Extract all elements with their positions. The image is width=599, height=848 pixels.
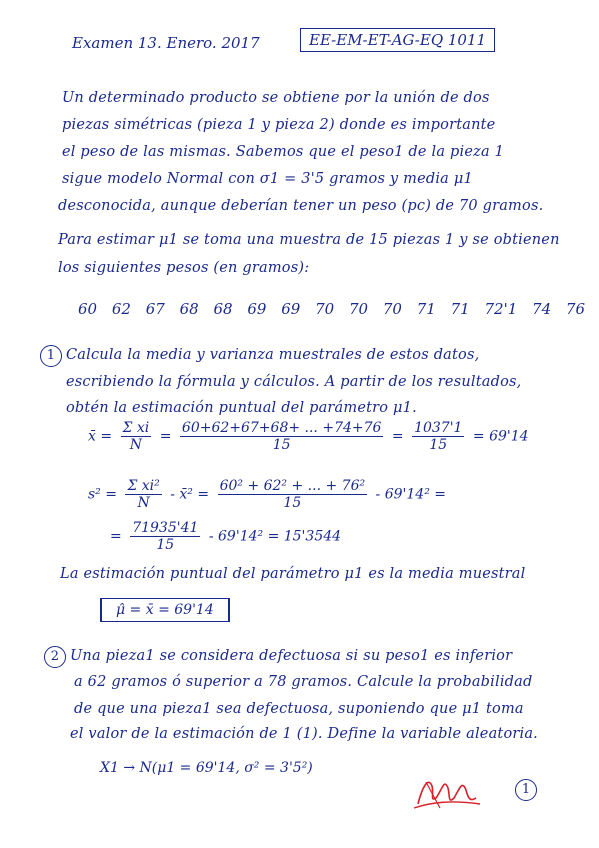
sample-value: 71 xyxy=(416,300,436,318)
random-variable-distribution: X1 → N(μ1 = 69'14, σ² = 3'5²) xyxy=(100,760,313,776)
question-number-badge: 1 xyxy=(40,345,62,367)
page-number: 1 xyxy=(515,778,541,801)
sample-values xyxy=(78,300,585,318)
question-2-line-1: 2 Una pieza1 se considera defectuosa si su peso1 es inferior xyxy=(44,646,512,668)
variance-result: = $\frac{71935'41}{15}$ - 69'14² = 15'3544 xyxy=(110,520,342,553)
sample-value: 69 xyxy=(281,300,301,318)
sample-value: 70 xyxy=(349,300,369,318)
sample-value: 71 xyxy=(450,300,470,318)
sample-value: 74 xyxy=(532,300,552,318)
sample-value: 68 xyxy=(213,300,233,318)
sample-value: 68 xyxy=(179,300,199,318)
sample-value: 72'1 xyxy=(484,300,518,318)
question-1-line-3: obtén la estimación puntual del parámetro μ1. xyxy=(66,400,417,416)
sample-value: 70 xyxy=(315,300,335,318)
sample-value: 76 xyxy=(565,300,586,318)
intro-line-4: sigue modelo Normal con σ1 = 3'5 gramos y media μ1 xyxy=(62,171,473,187)
exam-title: Examen 13. Enero. 2017 xyxy=(72,34,260,52)
question-1-line-1: 1 Calcula la media y varianza muestrales de estos datos, xyxy=(40,345,479,367)
question-2-line-2: a 62 gramos ó superior a 78 gramos. Calcule la probabilidad xyxy=(74,674,533,690)
question-2-line-3: de que una pieza1 sea defectuosa, suponiendo que μ1 toma xyxy=(74,701,524,717)
course-codes-box: EE-EM-ET-AG-EQ 1011 xyxy=(300,28,495,52)
intro-line-2: piezas simétricas (pieza 1 y pieza 2) donde es importante xyxy=(62,117,496,133)
mean-formula: x̄ = $\frac{\text{Σ xi}}{N}$ = $\frac{60+62+67+68+ ... +74+76}{15}$ = $\frac{1037'1}{15}$ = 69'14 xyxy=(88,420,529,453)
sample-value: 67 xyxy=(145,300,165,318)
intro-line-3: el peso de las mismas. Sabemos que el peso1 de la pieza 1 xyxy=(62,144,505,160)
intro-line-6: Para estimar μ1 se toma una muestra de 15 piezas 1 y se obtienen xyxy=(58,232,560,248)
intro-line-1: Un determinado producto se obtiene por la unión de dos xyxy=(62,90,490,106)
question-1-line-2: escribiendo la fórmula y cálculos. A partir de los resultados, xyxy=(66,374,522,390)
point-estimate-conclusion: La estimación puntual del parámetro μ1 es la media muestral xyxy=(60,566,526,582)
boxed-answer: μ̂ = x̄ = 69'14 xyxy=(100,598,230,622)
sample-value: 69 xyxy=(247,300,267,318)
question-number-badge: 2 xyxy=(44,646,66,668)
variance-formula: s² = $\frac{\text{Σ xi²}}{N}$ - x̄² = $\frac{\text{60² + 62² + ... + 76²}}{15}$ - 69'14² = xyxy=(88,478,446,511)
sample-value: 70 xyxy=(382,300,402,318)
sample-value: 62 xyxy=(111,300,131,318)
intro-line-5: desconocida, aunque deberían tener un peso (pc) de 70 gramos. xyxy=(58,198,544,214)
signature-scribble xyxy=(412,768,482,816)
intro-line-7: los siguientes pesos (en gramos): xyxy=(58,260,310,276)
sample-value: 60 xyxy=(78,300,98,318)
question-2-line-4: el valor de la estimación de 1 (1). Define la variable aleatoria. xyxy=(70,726,538,742)
